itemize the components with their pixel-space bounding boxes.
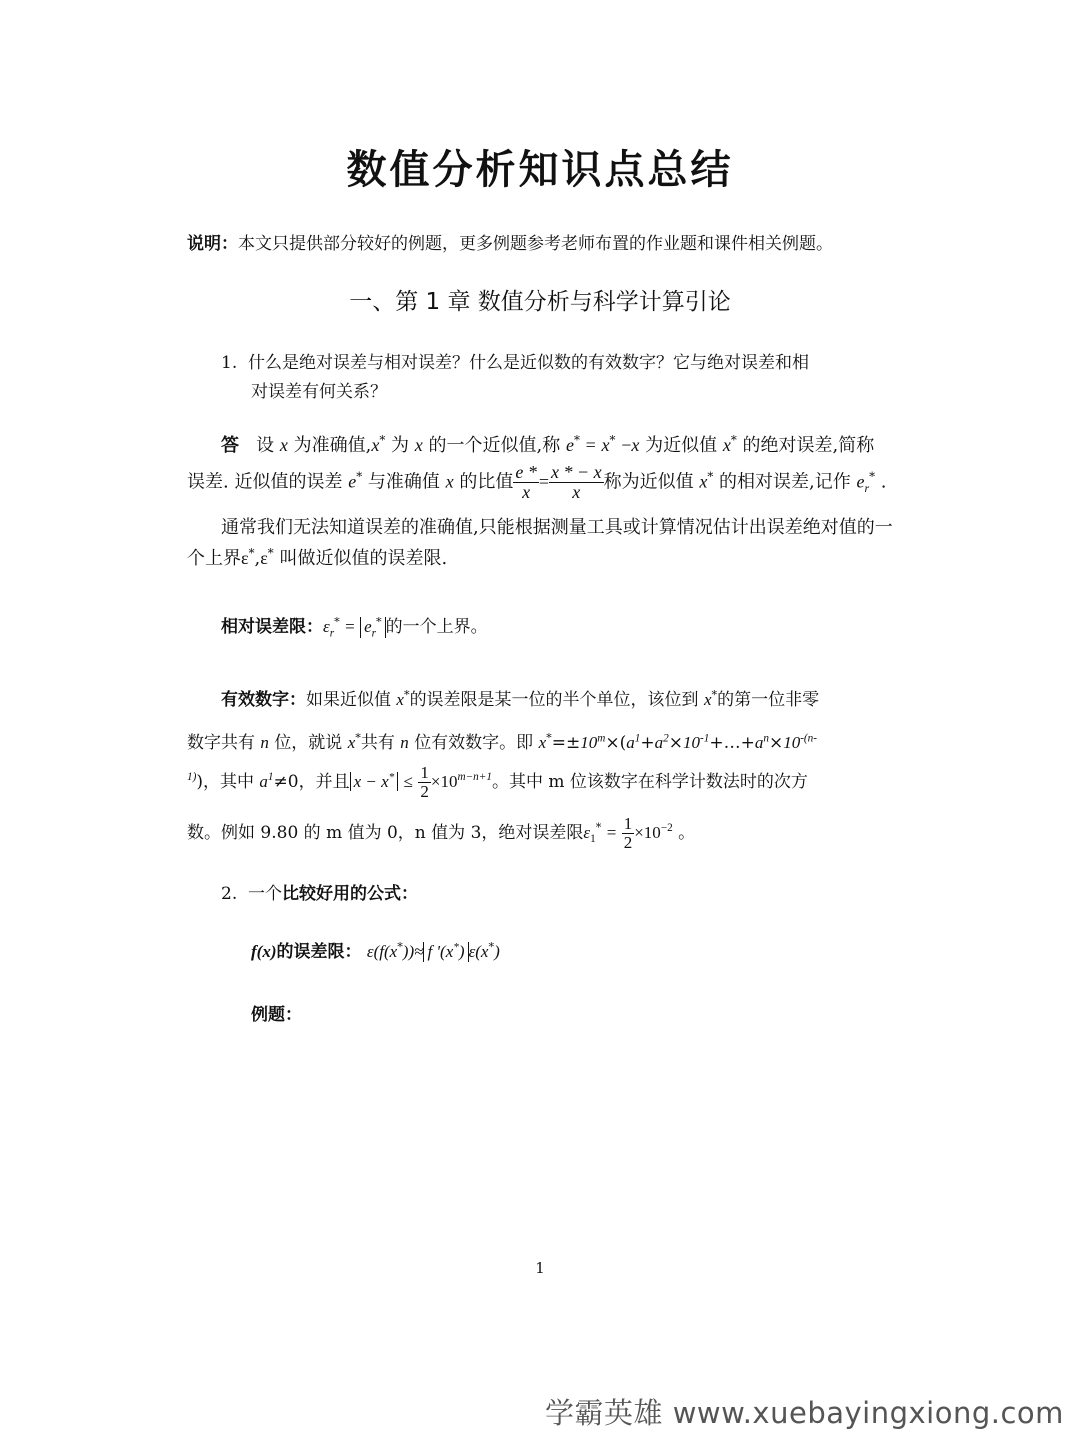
note-label: 说明： (187, 234, 238, 254)
significant-line4: 数。例如 9.80 的 m 值为 0，n 值为 3，绝对误差限$\varepsilon_1^*$ = $\frac{1}{2}$ $\times 10^{-2}$ 。 (187, 814, 696, 852)
answer-line1: 答 设 x 为准确值,x* 为 x 的一个近似值,称 e* = x* −x 为近似值 x* 的绝对误差,简称 (221, 433, 875, 456)
answer-paragraph2-line1: 通常我们无法知道误差的准确值,只能根据测量工具或计算情况估计出误差绝对值的一 (221, 517, 893, 538)
ratio-fraction: $\frac{e *}{x}$ (515, 462, 537, 502)
relative-error-limit: 相对误差限：$\varepsilon_r^* = e_r^*$ 的一个上界。 (221, 615, 488, 640)
question1-line2: 对误差有何关系？ (251, 382, 387, 402)
derivative-abs-bars: f '(x*) (423, 942, 468, 962)
significant-label: 有效数字： (221, 690, 306, 710)
question2-number: 2. (221, 884, 238, 904)
error-abs-bars: x − x* (350, 772, 399, 792)
half-fraction: $\frac{1}{2}$ (420, 763, 429, 801)
question2: 2. 一个比较好用的公式： (221, 884, 419, 904)
example-fraction: $\frac{1}{2}$ (623, 814, 633, 852)
question1-line1: 1. 什么是绝对误差与相对误差？什么是近似数的有效数字？它与绝对误差和相 (221, 353, 810, 373)
chapter-heading: 一、第 1 章 数值分析与科学计算引论 (349, 289, 731, 315)
formula-fx-label: f(x) (251, 942, 277, 961)
page-number: 1 (535, 1259, 545, 1277)
significant-line3: $^{1)}$)，其中 $a^1\ne 0$，并且 x − x* ≤ $\frac{1}{2}$ $\times 10^{m-n+1}$。其中 m 位该数字在科学计数法时的次方 (187, 763, 808, 801)
answer-line2: 误差. 近似值的误差 e* 与准确值 x 的比值 $\frac{e *}{x}$ = $\frac{x * - x}{x}$ 称为近似值 x* 的相对误差,记作 $e_r^*$ . (187, 462, 887, 502)
example-label: 例题： (251, 1005, 302, 1025)
answer-paragraph2-line2: 个上界ε*,ε* 叫做近似值的误差限. (187, 546, 448, 569)
relative-error-fraction: $\frac{x * - x}{x}$ (550, 462, 602, 502)
absolute-value-bars: $e_r^*$ (360, 617, 386, 638)
page-title: 数值分析知识点总结 (346, 146, 734, 193)
note-text: 本文只提供部分较好的例题，更多例题参考老师布置的作业题和课件相关例题。 (238, 234, 833, 254)
note-paragraph (187, 229, 833, 254)
relative-error-label: 相对误差限： (221, 617, 323, 637)
significant-line1: 有效数字：如果近似值 x*的误差限是某一位的半个单位，该位到 x*的第一位非零 (221, 688, 820, 710)
answer-label: 答 (221, 435, 239, 456)
significant-line2: 数字共有 n 位，就说 x*共有 n 位有效数字。即 $x^*=\pm 10^m\times(a^1+a^2\times 10^{-1}+\dots+a^n\times 10^{-(n-}$ (187, 731, 818, 753)
error-formula: f(x)的误差限： ε(f(x*))≈ f '(x*) ε(x*) (251, 940, 500, 962)
question1-number: 1. (221, 353, 238, 373)
watermark: 学霸英雄 www.xuebayingxiong.com (545, 1396, 1064, 1430)
